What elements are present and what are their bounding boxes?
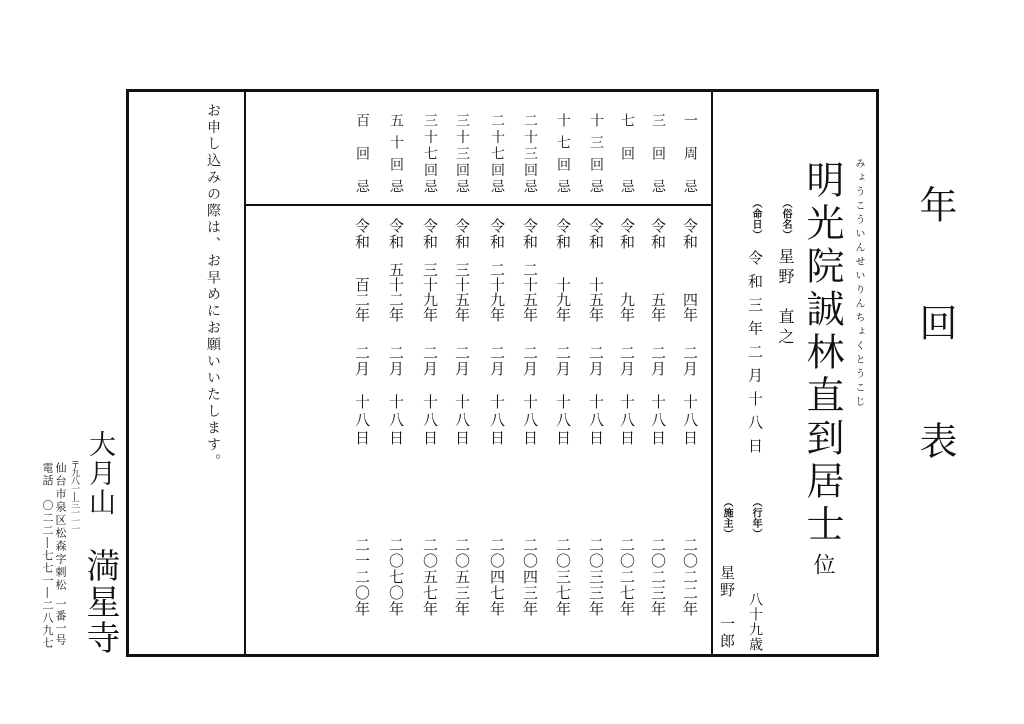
date-year: 十九年 — [554, 277, 572, 322]
date-day: 十八日 — [618, 394, 636, 448]
memorial-name: 三十三回忌 — [454, 113, 470, 193]
date-month: 二月 — [618, 345, 636, 377]
gyonen: 八十九歳 — [747, 592, 763, 652]
date-month: 二月 — [681, 345, 699, 377]
date-year: 五年 — [649, 292, 667, 322]
date-month: 二月 — [554, 345, 572, 377]
date-era: 令和 — [421, 218, 439, 250]
meinichi: 令和三年二月十八日 — [746, 250, 764, 462]
schedule-column — [553, 0, 573, 660]
date-month: 二月 — [521, 345, 539, 377]
kaimyo: 明光院誠林直到居士 — [800, 160, 844, 547]
western-year: 二〇三七年 — [554, 537, 572, 617]
schedule-column — [586, 0, 606, 660]
date-era: 令和 — [453, 218, 471, 250]
application-note: お申し込みの際は、お早めにお願いいたします。 — [205, 103, 221, 471]
date-day: 十八日 — [488, 394, 506, 448]
schedule-column — [452, 0, 472, 660]
schedule-column — [420, 0, 440, 660]
memorial-name: 十三回忌 — [588, 113, 604, 193]
zokumyo: 星野 直之 — [776, 248, 795, 348]
temple-postal-code: 〒九八一―三一一一 — [69, 460, 79, 532]
date-day: 十八日 — [554, 394, 572, 448]
western-year: 二〇三三年 — [587, 537, 605, 617]
schedule-column — [680, 0, 700, 660]
memorial-name: 百回忌 — [354, 113, 370, 193]
date-day: 十八日 — [521, 394, 539, 448]
date-day: 十八日 — [421, 394, 439, 448]
meinichi-label: （命日） — [750, 198, 761, 240]
date-month: 二月 — [353, 345, 371, 377]
memorial-name: 一周忌 — [682, 113, 698, 193]
date-month: 二月 — [587, 345, 605, 377]
date-day: 十八日 — [453, 394, 471, 448]
date-year: 五十二年 — [387, 262, 405, 322]
western-year: 二〇二七年 — [618, 537, 636, 617]
date-era: 令和 — [387, 218, 405, 250]
date-era: 令和 — [618, 218, 636, 250]
temple-address-number: 一番一号 — [54, 598, 67, 646]
memorial-name: 二十三回忌 — [522, 113, 538, 193]
seshu: 星野 一郎 — [718, 565, 736, 650]
temple-phone: 電話 〇二二―七七一―二八九七 — [41, 462, 54, 650]
date-year: 二十五年 — [521, 262, 539, 322]
date-month: 二月 — [488, 345, 506, 377]
schedule-column — [352, 0, 372, 660]
date-era: 令和 — [488, 218, 506, 250]
memorial-name: 五十回忌 — [388, 113, 404, 193]
schedule-column — [487, 0, 507, 660]
date-day: 十八日 — [353, 394, 371, 448]
date-month: 二月 — [453, 345, 471, 377]
date-day: 十八日 — [649, 394, 667, 448]
date-day: 十八日 — [587, 394, 605, 448]
info-divider — [711, 92, 713, 654]
western-year: 二〇五三年 — [453, 537, 471, 617]
date-year: 三十五年 — [453, 262, 471, 322]
date-era: 令和 — [353, 218, 371, 250]
date-year: 十五年 — [587, 277, 605, 322]
memorial-name: 七回忌 — [619, 113, 635, 193]
kaimyo-furigana: みょうこういんせいりんちょくとうこじ — [853, 158, 864, 410]
page-title: 年回表 — [913, 185, 957, 539]
memorial-name: 二十七回忌 — [489, 113, 505, 193]
date-day: 十八日 — [681, 394, 699, 448]
date-era: 令和 — [649, 218, 667, 250]
header-divider — [245, 204, 712, 206]
date-era: 令和 — [521, 218, 539, 250]
western-year: 二〇七〇年 — [387, 537, 405, 617]
schedule-column — [648, 0, 668, 660]
temple-name: 満星寺 — [80, 548, 120, 656]
western-year: 二〇四七年 — [488, 537, 506, 617]
western-year: 二〇四三年 — [521, 537, 539, 617]
date-month: 二月 — [649, 345, 667, 377]
date-year: 九年 — [618, 292, 636, 322]
western-year: 二〇五七年 — [421, 537, 439, 617]
date-era: 令和 — [554, 218, 572, 250]
date-era: 令和 — [587, 218, 605, 250]
date-year: 四年 — [681, 292, 699, 322]
schedule-column — [520, 0, 540, 660]
memorial-name: 三回忌 — [650, 113, 666, 193]
date-year: 百二年 — [353, 277, 371, 322]
schedule-column — [617, 0, 637, 660]
date-day: 十八日 — [387, 394, 405, 448]
western-year: 二〇二二年 — [681, 537, 699, 617]
date-month: 二月 — [421, 345, 439, 377]
gyonen-label: （行年） — [750, 497, 761, 539]
western-year: 二〇二三年 — [649, 537, 667, 617]
temple-mountain-name: 大月山 — [84, 430, 115, 517]
zokumyo-label: （俗名） — [780, 198, 791, 240]
note-divider — [244, 92, 246, 654]
schedule-column — [386, 0, 406, 660]
western-year: 二一二〇年 — [353, 537, 371, 617]
date-month: 二月 — [387, 345, 405, 377]
seshu-label: （施主） — [721, 497, 732, 539]
kaimyo-suffix: 位 — [810, 553, 835, 575]
temple-address: 仙台市泉区松森字刺松 — [54, 462, 67, 592]
date-year: 二十九年 — [488, 262, 506, 322]
memorial-name: 十七回忌 — [555, 113, 571, 193]
date-era: 令和 — [681, 218, 699, 250]
date-year: 三十九年 — [421, 262, 439, 322]
memorial-name: 三十七回忌 — [422, 113, 438, 193]
